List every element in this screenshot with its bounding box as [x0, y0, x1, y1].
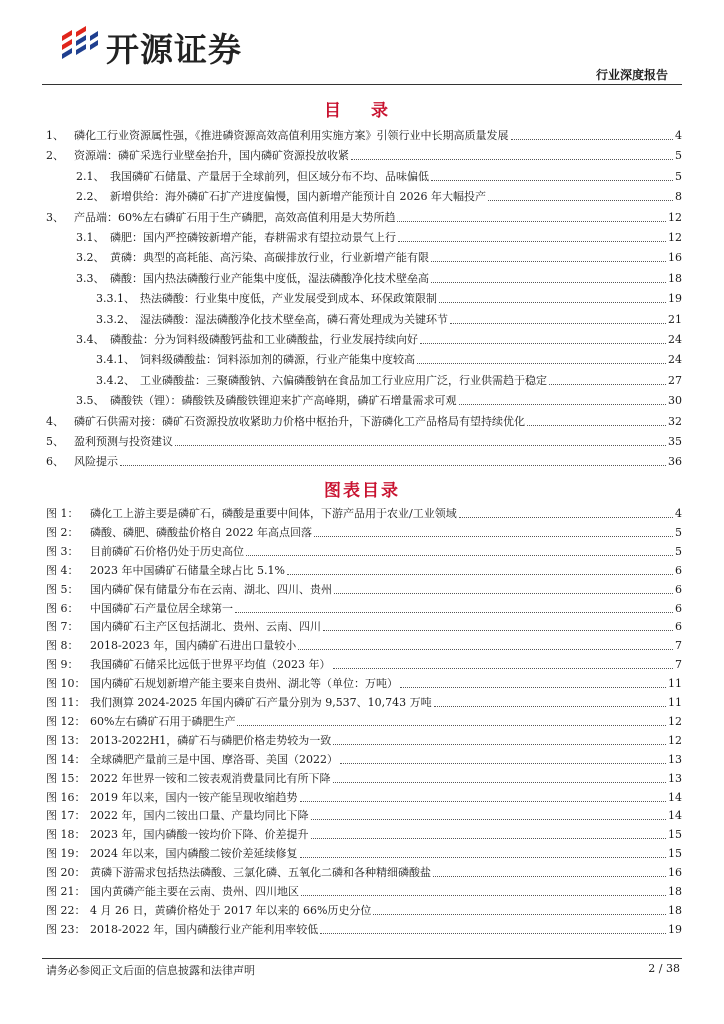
toc-entry-title: 风险提示 [74, 455, 118, 469]
figure-page: 19 [668, 922, 682, 936]
toc-entry-page: 18 [668, 271, 682, 285]
toc-entry-page: 30 [668, 394, 682, 408]
figure-caption: 磷酸、磷肥、磷酸盐价格自 2022 年高点回落 [90, 525, 312, 539]
toc-entry[interactable] [96, 372, 682, 388]
toc-entry-number: 4、 [46, 414, 64, 428]
toc-entry-title: 湿法磷酸：湿法磷酸净化技术壁垒高，磷石膏处理成为关键环节 [140, 312, 448, 326]
figure-entry[interactable] [46, 713, 682, 729]
figure-number: 图 20： [46, 866, 86, 880]
toc-entry[interactable] [46, 147, 682, 163]
figure-page: 12 [668, 714, 682, 728]
figure-page: 6 [675, 563, 682, 577]
dot-leader [417, 363, 666, 364]
dot-leader [397, 221, 666, 222]
figure-entry[interactable] [46, 656, 682, 672]
dot-leader [246, 555, 673, 556]
toc-entry-page: 27 [668, 373, 682, 387]
figure-entry[interactable] [46, 600, 682, 616]
figure-page: 16 [668, 866, 682, 880]
toc-entry[interactable] [76, 331, 682, 347]
toc-entry-title: 资源端：磷矿采选行业壁垒抬升，国内磷矿资源投放收紧 [74, 149, 349, 163]
toc-entry-number: 6、 [46, 455, 64, 469]
toc-entry-title: 产品端：60%左右磷矿石用于生产磷肥，高效高值利用是大势所趋 [74, 210, 396, 224]
toc-entry-title: 磷酸铁（锂）：磷酸铁及磷酸铁锂迎来扩产高峰期，磷矿石增量需求可观 [110, 394, 457, 408]
toc-entry[interactable] [96, 311, 682, 327]
figure-page: 13 [668, 771, 682, 785]
figure-number: 图 11： [46, 696, 86, 709]
figure-page: 5 [675, 525, 682, 539]
figure-page: 6 [675, 582, 682, 596]
toc-entry-page: 4 [675, 129, 682, 142]
figure-entry[interactable] [46, 751, 682, 767]
dot-leader [311, 819, 667, 820]
figure-page: 18 [668, 885, 682, 898]
figure-caption: 国内磷矿保有储量分布在云南、湖北、四川、贵州 [90, 582, 332, 596]
dot-leader [549, 384, 666, 385]
figure-page: 15 [668, 847, 682, 861]
page-number: 2 / 38 [648, 962, 680, 975]
figure-number: 图 19： [46, 847, 86, 861]
toc-entry-number: 3.3、 [76, 271, 105, 285]
toc-entry-title: 我国磷矿石储量、产量居于全球前列，但区域分布不均、品味偏低 [110, 169, 429, 183]
figure-number: 图 17： [46, 809, 86, 823]
figure-caption: 2018-2023 年，国内磷矿石进出口量较小 [90, 639, 297, 653]
figure-caption: 中国磷矿石产量位居全球第一 [90, 601, 233, 615]
toc-entry-number: 3.1、 [76, 231, 105, 244]
toc-entry-number: 2、 [46, 149, 64, 163]
dot-leader [235, 612, 673, 613]
footer-divider [42, 958, 682, 959]
toc-entry-number: 3、 [46, 210, 64, 224]
dot-leader [287, 574, 673, 575]
figure-caption: 2024 年以来，国内磷酸二铵价差延续修复 [90, 847, 298, 861]
toc-entry[interactable] [76, 168, 682, 184]
toc-entry[interactable] [76, 229, 682, 245]
report-type-label: 行业深度报告 [595, 68, 668, 82]
figure-number: 图 12： [46, 714, 86, 728]
figure-page: 14 [668, 809, 682, 823]
toc-entry-number: 3.4.1、 [96, 353, 135, 367]
figure-caption: 磷化工上游主要是磷矿石，磷酸是重要中间体，下游产品用于农业/工业领域 [90, 507, 457, 520]
figure-caption: 国内磷矿石主产区包括湖北、贵州、云南、四川 [90, 620, 321, 634]
figure-number: 图 9： [46, 658, 79, 672]
figure-number: 图 15： [46, 771, 86, 785]
toc-entry[interactable] [46, 453, 682, 469]
dot-leader [333, 744, 666, 745]
dot-leader [373, 914, 666, 915]
dot-leader [300, 857, 667, 858]
footer-disclaimer: 请务必参阅正文后面的信息披露和法律声明 [46, 964, 255, 977]
toc-entry[interactable] [46, 209, 682, 225]
dot-leader [450, 323, 666, 324]
figure-page: 11 [668, 677, 682, 691]
figure-caption: 我国磷矿石储采比远低于世界平均值（2023 年） [90, 658, 331, 672]
toc-entry-page: 19 [668, 292, 682, 306]
dot-leader [398, 241, 666, 242]
toc-entry-page: 8 [675, 190, 682, 204]
figure-entry[interactable] [46, 675, 682, 691]
toc-entry-title: 饲料级磷酸盐：饲料添加剂的磷源，行业产能集中度较高 [140, 353, 415, 367]
figure-page: 6 [675, 620, 682, 634]
toc-entry-number: 2.2、 [76, 190, 105, 204]
figure-entry[interactable] [46, 581, 682, 597]
figure-page: 6 [675, 601, 682, 615]
figure-caption: 国内磷矿石规划新增产能主要来自贵州、湖北等（单位：万吨） [90, 677, 398, 691]
dot-leader [333, 668, 674, 669]
figure-page: 4 [675, 507, 682, 520]
figure-page: 15 [668, 828, 682, 842]
figure-entry[interactable] [46, 562, 682, 578]
toc-entry-title: 新增供给：海外磷矿石扩产进度偏慢，国内新增产能预计自 2026 年大幅投产 [110, 190, 486, 204]
toc-entry-title: 磷矿石供需对接：磷矿石资源投放收紧助力价格中枢抬升，下游磷化工产品格局有望持续优化 [74, 414, 525, 428]
dot-leader [431, 180, 673, 181]
figure-entry[interactable] [46, 921, 682, 937]
dot-leader [488, 200, 673, 201]
toc-entry-number: 2.1、 [76, 169, 105, 183]
figure-entry[interactable] [46, 618, 682, 634]
figure-entry[interactable] [46, 826, 682, 842]
toc-title: 目 录 [324, 101, 400, 121]
figure-number: 图 2： [46, 525, 79, 539]
figure-number: 图 14： [46, 752, 86, 766]
dot-leader [237, 725, 666, 726]
header-divider [42, 84, 682, 85]
toc-entry[interactable] [76, 270, 682, 286]
figure-caption: 2022 年世界一铵和二铵表观消费量同比有所下降 [90, 771, 331, 785]
dot-leader [351, 159, 673, 160]
figure-entry[interactable] [46, 864, 682, 880]
toc-entry-number: 3.5、 [76, 394, 105, 408]
figures-title: 图表目录 [324, 481, 400, 501]
figure-page: 14 [668, 790, 682, 804]
figure-entry[interactable] [46, 505, 682, 521]
figure-entry[interactable] [46, 770, 682, 786]
toc-entry-title: 磷肥：国内严控磷铵新增产能，春耕需求有望拉动景气上行 [110, 231, 396, 244]
toc-entry-title: 磷酸：国内热法磷酸行业产能集中度低，湿法磷酸净化技术壁垒高 [110, 271, 429, 285]
toc-entry-number: 3.3.1、 [96, 292, 135, 306]
toc-entry-title: 磷化工行业资源属性强，《推进磷资源高效高值利用实施方案》引领行业中长期高质量发展 [74, 129, 509, 142]
figure-entry[interactable] [46, 883, 682, 899]
toc-entry-page: 16 [668, 251, 682, 265]
figure-page: 13 [668, 752, 682, 766]
figure-page: 18 [668, 903, 682, 917]
figure-number: 图 3： [46, 544, 79, 558]
dot-leader [333, 782, 667, 783]
toc-entry-page: 32 [668, 414, 682, 428]
dot-leader [300, 801, 667, 802]
dot-leader [320, 933, 666, 934]
figure-caption: 2019 年以来，国内一铵产能呈现收缩趋势 [90, 790, 298, 804]
dot-leader [420, 343, 666, 344]
figure-number: 图 18： [46, 828, 86, 842]
company-name: 开源证券 [106, 30, 242, 69]
toc-entry-title: 盈利预测与投资建议 [74, 435, 173, 448]
toc-entry-page: 24 [668, 333, 682, 346]
toc-entry[interactable] [76, 249, 682, 265]
dot-leader [314, 536, 673, 537]
dot-leader [400, 687, 666, 688]
figure-entry[interactable] [46, 789, 682, 805]
toc-entry-number: 3.3.2、 [96, 312, 135, 326]
figure-page: 11 [668, 696, 682, 709]
toc-entry-page: 5 [675, 169, 682, 183]
toc-entry-title: 磷酸盐：分为饲料级磷酸钙盐和工业磷酸盐，行业发展持续向好 [110, 333, 418, 346]
toc-entry-page: 5 [675, 149, 682, 163]
dot-leader [431, 282, 666, 283]
dot-leader [459, 517, 673, 518]
dot-leader [439, 302, 666, 303]
figure-caption: 2023 年，国内磷酸一铵均价下降、价差提升 [90, 828, 309, 842]
toc-entry[interactable] [96, 290, 682, 306]
figure-number: 图 8： [46, 639, 79, 653]
toc-entry-number: 3.4、 [76, 333, 105, 346]
toc-entry[interactable] [96, 351, 682, 367]
toc-entry-number: 3.2、 [76, 251, 105, 265]
dot-leader [311, 838, 667, 839]
figure-page: 12 [668, 733, 682, 747]
dot-leader [527, 425, 666, 426]
dot-leader [511, 139, 674, 140]
kaiyuan-logo-icon [60, 22, 100, 66]
toc-entry[interactable] [46, 413, 682, 429]
company-logo [60, 22, 280, 69]
figure-number: 图 4： [46, 563, 79, 577]
figure-entry[interactable] [46, 524, 682, 540]
figure-caption: 60%左右磷矿石用于磷肥生产 [90, 714, 236, 728]
toc-entry-page: 21 [668, 312, 682, 326]
toc-entry-title: 热法磷酸：行业集中度低，产业发展受到成本、环保政策限制 [140, 292, 437, 306]
dot-leader [459, 404, 667, 405]
figure-entry[interactable] [46, 732, 682, 748]
dot-leader [120, 465, 666, 466]
figure-caption: 全球磷肥产量前三是中国、摩洛哥、美国（2022） [90, 752, 338, 766]
figure-page: 7 [675, 658, 682, 672]
figure-number: 图 16： [46, 790, 86, 804]
figure-number: 图 1： [46, 507, 79, 520]
toc-entry[interactable] [76, 188, 682, 204]
toc-entry[interactable] [46, 127, 682, 143]
figure-caption: 4 月 26 日，黄磷价格处于 2017 年以来的 66%历史分位 [90, 903, 372, 917]
dot-leader [433, 876, 666, 877]
dot-leader [340, 763, 666, 764]
figure-entry[interactable] [46, 543, 682, 559]
toc-entry-number: 5、 [46, 435, 64, 448]
toc-entry-title: 工业磷酸盐：三聚磷酸钠、六偏磷酸钠在食品加工行业应用广泛，行业供需趋于稳定 [140, 373, 547, 387]
toc-entry-title: 黄磷：典型的高耗能、高污染、高碳排放行业，行业新增产能有限 [110, 251, 429, 265]
figure-page: 7 [675, 639, 682, 653]
toc-entry[interactable] [46, 433, 682, 449]
dot-leader [298, 649, 673, 650]
figure-caption: 2018-2022 年，国内磷酸行业产能利用率较低 [90, 922, 319, 936]
figure-entry[interactable] [46, 694, 682, 710]
figure-number: 图 7： [46, 620, 79, 634]
figure-caption: 黄磷下游需求包括热法磷酸、三氯化磷、五氧化二磷和各种精细磷酸盐 [90, 866, 431, 880]
figure-caption: 2023 年中国磷矿石储量全球占比 5.1% [90, 563, 285, 577]
toc-entry-page: 24 [668, 353, 682, 367]
figure-number: 图 5： [46, 582, 79, 596]
dot-leader [175, 445, 666, 446]
figure-entry[interactable] [46, 637, 682, 653]
dot-leader [301, 895, 666, 896]
figure-number: 图 13： [46, 733, 86, 747]
figure-caption: 2022 年，国内二铵出口量、产量均同比下降 [90, 809, 309, 823]
toc-entry[interactable] [76, 392, 682, 408]
dot-leader [431, 261, 666, 262]
toc-entry-page: 36 [668, 455, 682, 469]
toc-entry-number: 1、 [46, 129, 64, 142]
figure-number: 图 22： [46, 903, 86, 917]
figure-number: 图 6： [46, 601, 79, 615]
figure-caption: 国内黄磷产能主要在云南、贵州、四川地区 [90, 885, 299, 898]
dot-leader [323, 630, 673, 631]
dot-leader [434, 706, 666, 707]
figure-number: 图 10： [46, 677, 86, 691]
figure-caption: 目前磷矿石价格仍处于历史高位 [90, 544, 244, 558]
toc-entry-page: 35 [668, 435, 682, 448]
figure-entry[interactable] [46, 845, 682, 861]
figure-entry[interactable] [46, 902, 682, 918]
figure-page: 5 [675, 544, 682, 558]
figure-number: 图 23： [46, 922, 86, 936]
toc-entry-page: 12 [668, 210, 682, 224]
page-header [0, 0, 724, 86]
toc-entry-page: 12 [668, 231, 682, 244]
dot-leader [334, 593, 673, 594]
toc-entry-number: 3.4.2、 [96, 373, 135, 387]
figure-caption: 2013-2022H1，磷矿石与磷肥价格走势较为一致 [90, 733, 332, 747]
figure-entry[interactable] [46, 807, 682, 823]
figure-caption: 我们测算 2024-2025 年国内磷矿石产量分别为 9,537、10,743 万吨 [90, 696, 432, 709]
figure-number: 图 21： [46, 885, 86, 898]
